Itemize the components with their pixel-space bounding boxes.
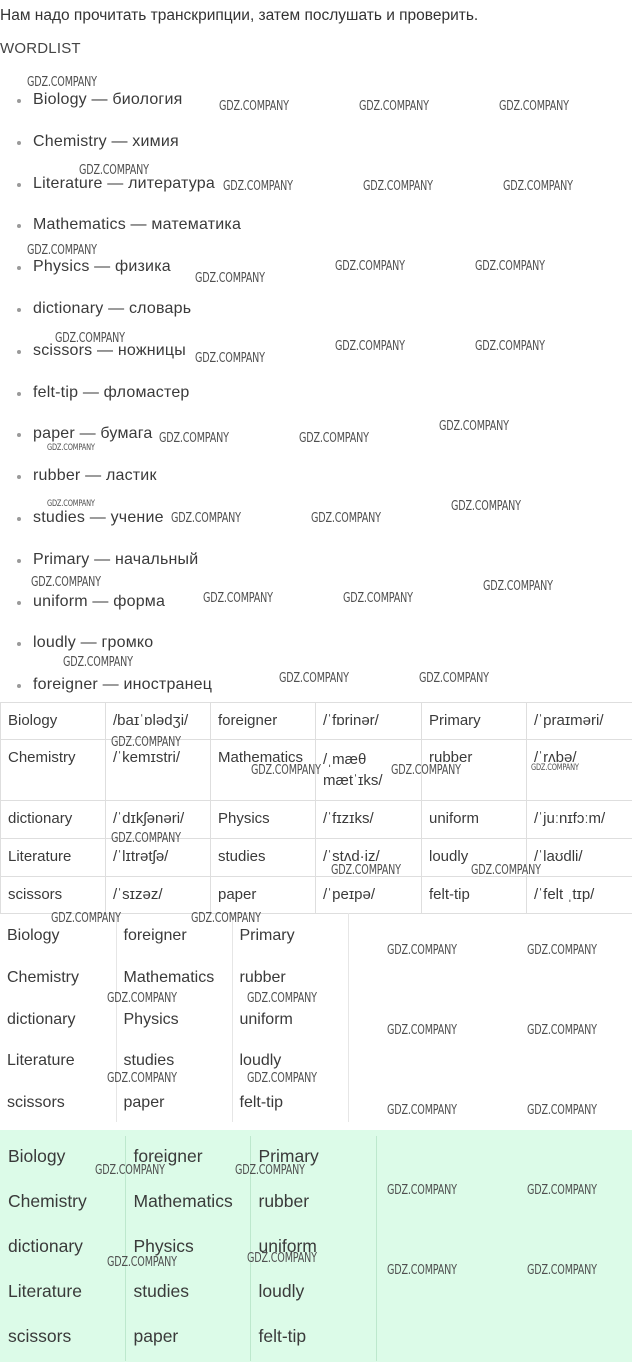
watermark: GDZ.COMPANY [527,1023,597,1038]
table-cell: Chemistry [0,1181,125,1226]
list-item: uniform — форма [0,590,241,632]
table-cell: /ˈsɪzəz/ [106,877,211,914]
wordlist [0,88,241,715]
watermark: GDZ.COMPANY [247,1251,317,1266]
watermark: GDZ.COMPANY [527,1183,597,1198]
watermark: GDZ.COMPANY [247,1071,317,1086]
table-cell: Mathematics [211,740,316,801]
table-cell: uniform [250,1226,376,1271]
table-cell: /ˈfelt ˌtɪp/ [527,877,632,914]
table-cell: Literature [0,1271,125,1316]
table-cell: loudly [422,839,527,877]
table-cell: paper [116,1080,232,1122]
watermark: GDZ.COMPANY [451,499,521,514]
table-cell: Primary [422,703,527,740]
watermark: GDZ.COMPANY [387,943,457,958]
table-cell: /ˈkemɪstri/ [106,740,211,801]
list-item: paper — бумага [0,422,241,464]
list-item: loudly — громко [0,631,241,673]
watermark: GDZ.COMPANY [391,763,461,778]
table-cell: Literature [0,1038,116,1080]
table-cell: /ˈlɪtrətʃə/ [106,839,211,877]
watermark: GDZ.COMPANY [223,179,293,194]
table-cell: /ˈdɪkʃənəri/ [106,801,211,839]
table-cell: Chemistry [1,740,106,801]
table-cell: studies [125,1271,250,1316]
watermark: GDZ.COMPANY [107,1071,177,1086]
watermark: GDZ.COMPANY [387,1103,457,1118]
watermark: GDZ.COMPANY [247,991,317,1006]
table-cell: scissors [0,1080,116,1122]
watermark: GDZ.COMPANY [471,863,541,878]
watermark: GDZ.COMPANY [299,431,369,446]
table-cell: felt-tip [422,877,527,914]
list-item: Chemistry — химия [0,130,241,172]
watermark: GDZ.COMPANY [27,75,97,90]
table-cell: paper [211,877,316,914]
table-cell: dictionary [0,997,116,1039]
table-cell: /ˈfɪzɪks/ [316,801,422,839]
table-cell: uniform [232,997,348,1039]
watermark: GDZ.COMPANY [387,1023,457,1038]
table-cell: /ˈlaʊdli/ [527,839,632,877]
watermark: GDZ.COMPANY [31,575,101,590]
table-cell: Biology [0,913,116,955]
watermark: GDZ.COMPANY [527,1103,597,1118]
watermark: GDZ.COMPANY [203,591,273,606]
watermark: GDZ.COMPANY [47,443,95,453]
watermark: GDZ.COMPANY [111,735,181,750]
watermark: GDZ.COMPANY [359,99,429,114]
watermark: GDZ.COMPANY [475,259,545,274]
watermark: GDZ.COMPANY [527,943,597,958]
table-cell: Primary [250,1136,376,1181]
table-cell: dictionary [0,1226,125,1271]
watermark: GDZ.COMPANY [483,579,553,594]
watermark: GDZ.COMPANY [419,671,489,686]
list-item: foreigner — иностранец [0,673,241,715]
table-cell: foreigner [211,703,316,740]
table-cell: studies [116,1038,232,1080]
watermark: GDZ.COMPANY [159,431,229,446]
table-cell: rubber [422,740,527,801]
watermark: GDZ.COMPANY [47,499,95,509]
watermark: GDZ.COMPANY [279,671,349,686]
watermark: GDZ.COMPANY [171,511,241,526]
table-cell: scissors [0,1316,125,1361]
watermark: GDZ.COMPANY [475,339,545,354]
wordlist-heading: WORDLIST [0,40,81,57]
watermark: GDZ.COMPANY [107,1255,177,1270]
word-table-green [0,1136,377,1361]
table-cell: rubber [232,955,348,997]
watermark: GDZ.COMPANY [63,655,133,670]
table-cell: /ˌmæθ mætˈɪks/ [316,740,422,801]
table-cell: loudly [250,1271,376,1316]
watermark: GDZ.COMPANY [79,163,149,178]
watermark: GDZ.COMPANY [387,1263,457,1278]
watermark: GDZ.COMPANY [111,831,181,846]
table-cell: Physics [125,1226,250,1271]
table-cell: loudly [232,1038,348,1080]
watermark: GDZ.COMPANY [343,591,413,606]
table-cell: Chemistry [0,955,116,997]
table-cell: Physics [116,997,232,1039]
watermark: GDZ.COMPANY [219,99,289,114]
watermark: GDZ.COMPANY [499,99,569,114]
table-cell: foreigner [116,913,232,955]
table-cell: /ˈfɒrinər/ [316,703,422,740]
list-item: felt-tip — фломастер [0,381,241,423]
table-cell: Biology [0,1136,125,1181]
list-item: scissors — ножницы [0,339,241,381]
list-item: Literature — литература [0,172,241,214]
watermark: GDZ.COMPANY [331,863,401,878]
watermark: GDZ.COMPANY [235,1163,305,1178]
table-cell: Physics [211,801,316,839]
watermark: GDZ.COMPANY [195,351,265,366]
table-cell: /ˈrʌbə/ [527,740,632,801]
table-cell: /ˈpraɪməri/ [527,703,632,740]
watermark: GDZ.COMPANY [503,179,573,194]
watermark: GDZ.COMPANY [95,1163,165,1178]
table-cell: scissors [1,877,106,914]
watermark: GDZ.COMPANY [27,243,97,258]
watermark: GDZ.COMPANY [195,271,265,286]
watermark: GDZ.COMPANY [527,1263,597,1278]
list-item: Biology — биология [0,88,241,130]
watermark: GDZ.COMPANY [191,911,261,926]
table-cell: Literature [1,839,106,877]
watermark: GDZ.COMPANY [531,763,579,773]
watermark: GDZ.COMPANY [335,339,405,354]
table-cell: Mathematics [125,1181,250,1226]
watermark: GDZ.COMPANY [251,763,321,778]
watermark: GDZ.COMPANY [55,331,125,346]
table-cell: rubber [250,1181,376,1226]
watermark: GDZ.COMPANY [51,911,121,926]
intro-text: Нам надо прочитать транскрипции, затем послушать и проверить. [0,7,479,24]
list-item: Mathematics — математика [0,213,241,255]
watermark: GDZ.COMPANY [363,179,433,194]
list-item: dictionary — словарь [0,297,241,339]
table-cell: /ˈstʌd·iz/ [316,839,422,877]
table-cell: dictionary [1,801,106,839]
list-item: Physics — физика [0,255,241,297]
table-cell: Biology [1,703,106,740]
table-cell: Primary [232,913,348,955]
watermark: GDZ.COMPANY [439,419,509,434]
table-cell: /ˈpeɪpə/ [316,877,422,914]
transcription-table [0,702,632,914]
table-cell: uniform [422,801,527,839]
table-cell: felt-tip [250,1316,376,1361]
table-cell: paper [125,1316,250,1361]
table-cell: studies [211,839,316,877]
watermark: GDZ.COMPANY [107,991,177,1006]
list-item: rubber — ластик [0,464,241,506]
watermark: GDZ.COMPANY [335,259,405,274]
watermark: GDZ.COMPANY [311,511,381,526]
table-cell: /ˈjuːnɪfɔːm/ [527,801,632,839]
watermark: GDZ.COMPANY [387,1183,457,1198]
list-item: studies — учение [0,506,241,548]
table-cell: foreigner [125,1136,250,1181]
table-cell: Mathematics [116,955,232,997]
word-table [0,913,349,1122]
table-cell: /baɪˈɒlədʒi/ [106,703,211,740]
list-item: Primary — начальный [0,548,241,590]
table-cell: felt-tip [232,1080,348,1122]
